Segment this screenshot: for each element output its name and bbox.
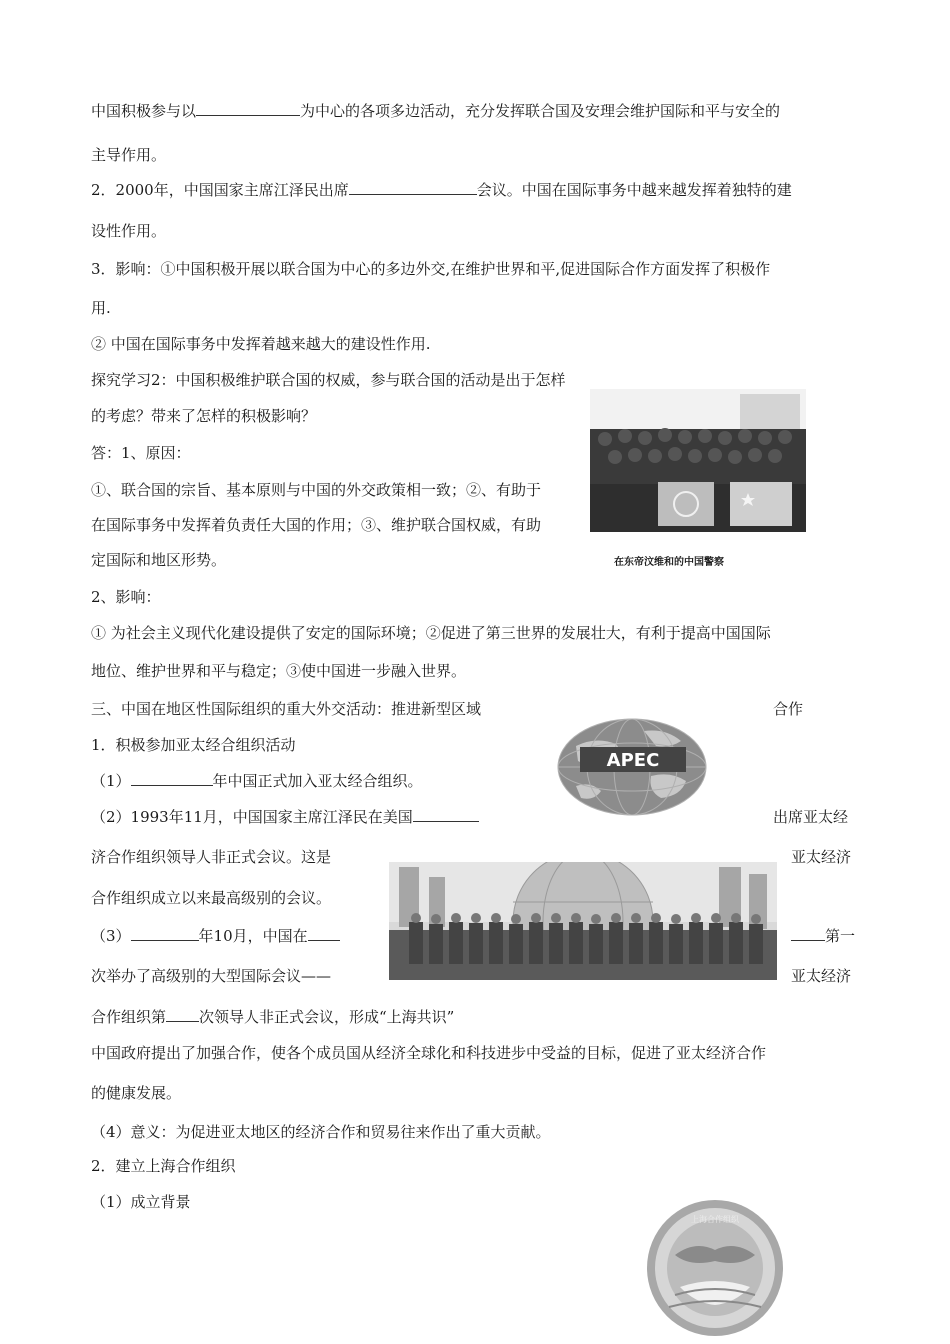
text-segment: 年中国正式加入亚太经合组织。 — [212, 772, 423, 790]
text-segment: 会议。中国在国际事务中越来越发挥着独特的建 — [476, 181, 792, 199]
fill-blank — [196, 101, 300, 116]
text-line: 中国政府提出了加强合作，使各个成员国从经济全球化和科技进步中受益的目标，促进了亚太经济合作 — [91, 1044, 767, 1062]
text-segment: 第一 — [825, 927, 856, 945]
text-segment: 次领导人非正式会议，形成“上海共识” — [199, 1008, 455, 1026]
text-line: 定国际和地区形势。 — [91, 551, 227, 569]
text-line: 的健康发展。 — [91, 1084, 182, 1102]
text-segment: 合作 — [773, 700, 804, 718]
fill-blank — [308, 926, 340, 941]
text-segment: 为中心的各项多边活动，充分发挥联合国及安理会维护国际和平与安全的 — [300, 102, 781, 120]
text-line: （4）意义：为促进亚太地区的经济合作和贸易往来作出了重大贡献。 — [91, 1123, 551, 1141]
text-line: 2．建立上海合作组织 — [91, 1157, 236, 1175]
text-line: ② 中国在国际事务中发挥着越来越大的建设性作用. — [91, 335, 431, 353]
text-segment: 亚太经济 — [791, 967, 852, 985]
text-segment: 年10月，中国在 — [198, 927, 308, 945]
fill-blank — [166, 1007, 199, 1022]
fill-blank — [791, 926, 825, 941]
text-segment: （1） — [91, 772, 131, 790]
fill-blank — [131, 926, 199, 941]
text-segment: （2）1993年11月，中国国家主席江泽民在美国 — [91, 808, 413, 826]
text-line: 1．积极参加亚太经合组织活动 — [91, 736, 296, 754]
text-segment: 中国积极参与以 — [91, 102, 197, 120]
text-line: ① 为社会主义现代化建设提供了安定的国际环境；②促进了第三世界的发展壮大，有利于提高中国国际 — [91, 624, 771, 642]
text-line: 答：1、原因： — [91, 444, 191, 462]
text-segment: 亚太经济 — [791, 848, 852, 866]
fill-blank — [131, 771, 213, 786]
text-line — [91, 807, 479, 827]
text-line: 合作组织成立以来最高级别的会议。 — [91, 889, 332, 907]
text-line — [791, 926, 855, 946]
text-line: 地位、维护世界和平与稳定；③使中国进一步融入世界。 — [91, 662, 467, 680]
section-heading: 三、中国在地区性国际组织的重大外交活动：推进新型区域 — [91, 700, 482, 718]
apec-leaders-photo — [389, 862, 777, 980]
text-line — [91, 1007, 454, 1027]
text-line: 主导作用。 — [91, 146, 167, 164]
text-line: 在国际事务中发挥着负责任大国的作用；③、维护联合国权威，有助 — [91, 516, 542, 534]
text-line: 济合作组织领导人非正式会议。这是 — [91, 848, 332, 866]
text-segment: （3） — [91, 927, 131, 945]
sco-logo-text: 上海合作组织 — [691, 1215, 739, 1224]
text-line: 次举办了高级别的大型国际会议—— — [91, 967, 332, 985]
text-line: 探究学习2：中国积极维护联合国的权威，参与联合国的活动是出于怎样 — [91, 371, 566, 389]
text-line: 3．影响：①中国积极开展以联合国为中心的多边外交,在维护世界和平,促进国际合作方面发挥了积极作 — [91, 260, 771, 278]
text-line — [91, 101, 780, 121]
text-line: ①、联合国的宗旨、基本原则与中国的外交政策相一致；②、有助于 — [91, 481, 542, 499]
police-photo — [590, 389, 806, 532]
text-line: 2、影响： — [91, 588, 161, 606]
text-segment: 出席亚太经 — [773, 808, 849, 826]
photo-caption: 在东帝汶维和的中国警察 — [614, 557, 724, 568]
sco-logo — [645, 1195, 785, 1341]
text-line — [91, 771, 423, 791]
text-line: 用. — [91, 299, 111, 317]
text-segment: 合作组织第 — [91, 1008, 167, 1026]
fill-blank — [349, 180, 477, 195]
text-line — [91, 180, 792, 200]
apec-logo-text: APEC — [606, 750, 660, 771]
text-line: （1）成立背景 — [91, 1193, 191, 1211]
text-line — [91, 926, 340, 946]
text-segment: 2．2000年，中国国家主席江泽民出席 — [91, 181, 349, 199]
apec-logo — [556, 716, 709, 818]
text-line: 的考虑？带来了怎样的积极影响？ — [91, 407, 317, 425]
text-line: 设性作用。 — [91, 222, 167, 240]
fill-blank — [413, 807, 479, 822]
